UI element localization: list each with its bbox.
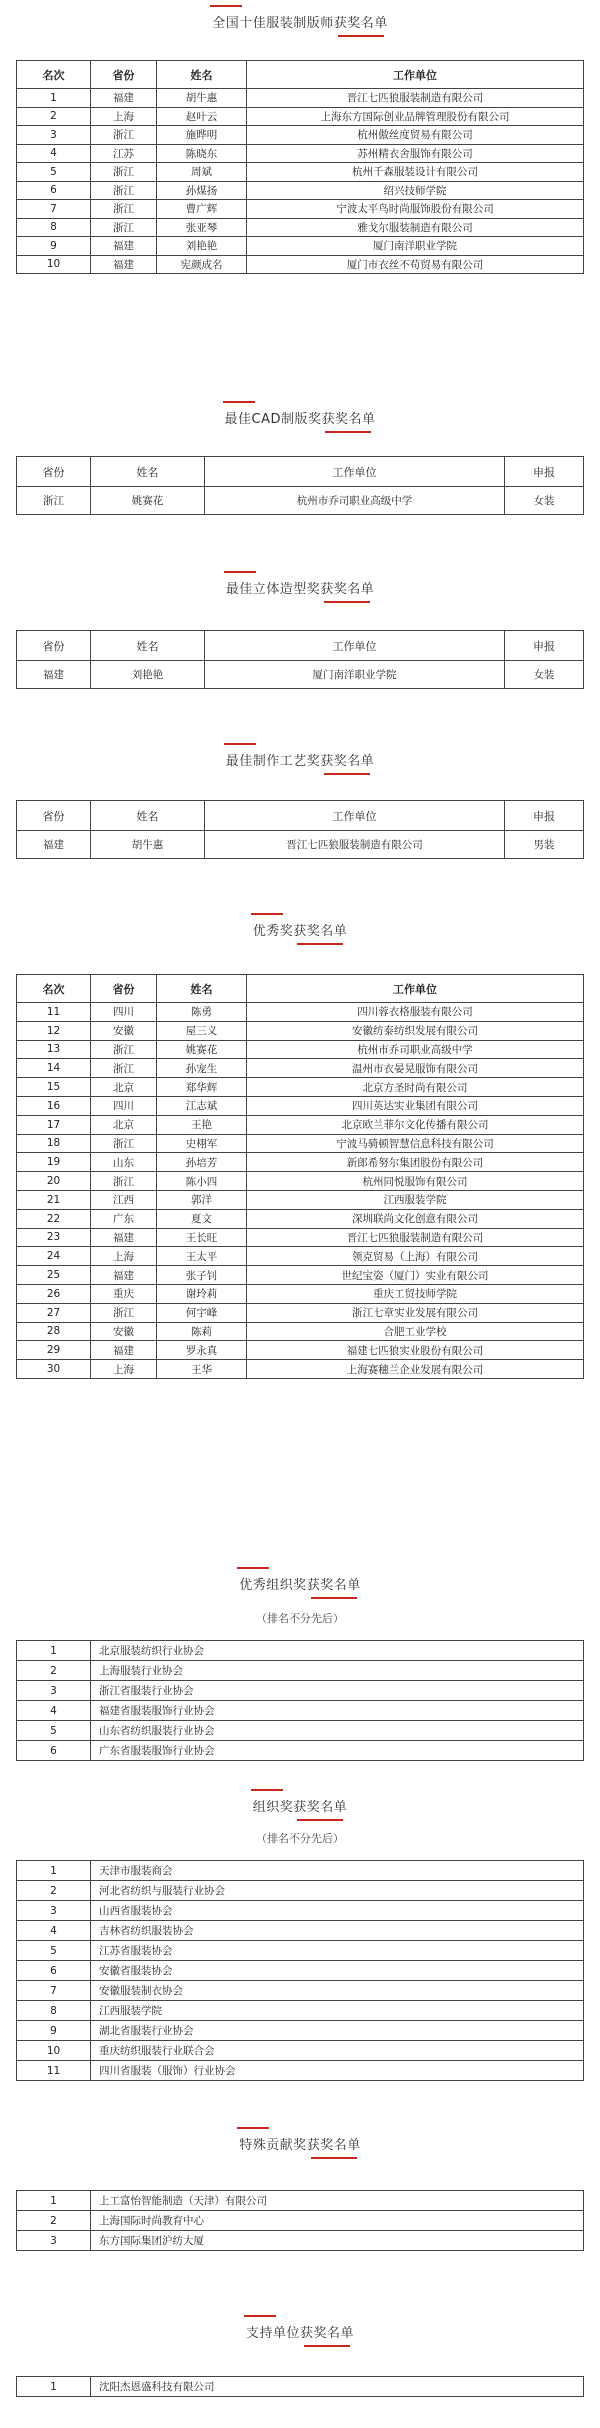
rank-cell: 19 (17, 1153, 91, 1172)
workplace-cell: 厦门南洋职业学院 (247, 237, 584, 256)
organization-cell: 沈阳杰恩盛科技有限公司 (91, 2377, 584, 2397)
rank-cell: 21 (17, 1190, 91, 1209)
rank-cell: 3 (17, 126, 91, 145)
name-cell: 郭洋 (157, 1190, 247, 1209)
table-row (17, 1115, 584, 1134)
table-row (17, 1059, 584, 1078)
province-cell: 安徽 (91, 1322, 157, 1341)
province-cell: 浙江 (91, 1059, 157, 1078)
organization-cell: 天津市服装商会 (91, 1861, 584, 1881)
province-cell: 北京 (91, 1078, 157, 1097)
number-cell: 6 (17, 1741, 91, 1761)
cad-award-table (16, 456, 584, 515)
workplace-cell: 江西服装学院 (247, 1190, 584, 1209)
province-cell: 福建 (91, 89, 157, 108)
table-row (17, 1861, 584, 1881)
organization-cell: 吉林省纺织服装协会 (91, 1921, 584, 1941)
table-row (17, 1341, 584, 1360)
number-cell: 5 (17, 1721, 91, 1741)
name-cell: 郑华辉 (157, 1078, 247, 1097)
table-row (17, 2231, 584, 2251)
table-row (17, 1701, 584, 1721)
section-title-supporting-unit: 支持单位获奖名单 (0, 2322, 600, 2341)
table-row (17, 218, 584, 237)
craftsmanship-award-table (16, 800, 584, 859)
table-row (17, 1981, 584, 2001)
organization-cell: 江苏省服装协会 (91, 1941, 584, 1961)
name-cell: 陈莉 (157, 1322, 247, 1341)
rank-cell: 9 (17, 237, 91, 256)
rank-cell: 23 (17, 1228, 91, 1247)
name-cell: 史栩军 (157, 1134, 247, 1153)
rank-cell: 6 (17, 181, 91, 200)
top-ten-table (16, 60, 584, 274)
table-row (17, 1661, 584, 1681)
number-cell: 3 (17, 2231, 91, 2251)
header-workplace: 工作单位 (247, 61, 584, 89)
organization-cell: 山西省服装协会 (91, 1901, 584, 1921)
table-header-row (17, 801, 584, 831)
table-row (17, 255, 584, 274)
province-cell: 浙江 (91, 1134, 157, 1153)
table-row (17, 1681, 584, 1701)
section-title-cad: 最佳CAD制版奖获奖名单 (0, 408, 600, 427)
table-row (17, 1901, 584, 1921)
name-cell: 赵叶云 (157, 107, 247, 126)
name-cell: 陈勇 (157, 1003, 247, 1022)
province-cell: 安徽 (91, 1021, 157, 1040)
table-row (17, 1021, 584, 1040)
workplace-cell: 安徽纺泰纺织发展有限公司 (247, 1021, 584, 1040)
header-rank: 名次 (17, 61, 91, 89)
province-cell: 浙江 (91, 1040, 157, 1059)
special-contribution-table (16, 2190, 584, 2251)
rank-cell: 11 (17, 1003, 91, 1022)
organization-cell: 上海服装行业协会 (91, 1661, 584, 1681)
province-cell: 山东 (91, 1153, 157, 1172)
province-cell: 广东 (91, 1209, 157, 1228)
workplace-cell: 深圳联尚文化创意有限公司 (247, 1209, 584, 1228)
province-cell: 福建 (91, 1266, 157, 1285)
workplace-cell: 厦门市衣丝不苟贸易有限公司 (247, 255, 584, 274)
rank-cell: 4 (17, 144, 91, 163)
name-cell: 刘艳艳 (157, 237, 247, 256)
workplace-cell: 北京方圣时尚有限公司 (247, 1078, 584, 1097)
workplace-cell: 重庆工贸技师学院 (247, 1284, 584, 1303)
table-row (17, 1284, 584, 1303)
table-row (17, 200, 584, 219)
number-cell: 4 (17, 1701, 91, 1721)
province-cell: 上海 (91, 1247, 157, 1266)
organization-cell: 河北省纺织与服装行业协会 (91, 1881, 584, 1901)
table-row (17, 1153, 584, 1172)
name-cell: 王华 (157, 1360, 247, 1379)
rank-cell: 13 (17, 1040, 91, 1059)
number-cell: 3 (17, 1901, 91, 1921)
number-cell: 8 (17, 2001, 91, 2021)
organization-cell: 福建省服装服饰行业协会 (91, 1701, 584, 1721)
number-cell: 1 (17, 1641, 91, 1661)
province-cell: 浙江 (17, 487, 91, 515)
province-cell: 福建 (91, 255, 157, 274)
category-cell: 女装 (505, 487, 584, 515)
table-row (17, 1134, 584, 1153)
table-row (17, 107, 584, 126)
number-cell: 4 (17, 1921, 91, 1941)
table-row (17, 1641, 584, 1661)
table-row (17, 237, 584, 256)
table-row (17, 1209, 584, 1228)
supporting-unit-table (16, 2376, 584, 2397)
name-cell: 周斌 (157, 163, 247, 182)
header-name: 姓名 (91, 631, 205, 661)
name-cell: 王太平 (157, 1247, 247, 1266)
organization-cell: 安徽省服装协会 (91, 1961, 584, 1981)
rank-cell: 16 (17, 1096, 91, 1115)
table-row (17, 2061, 584, 2081)
workplace-cell: 晋江七匹狼服装制造有限公司 (247, 89, 584, 108)
section-title-craftsmanship: 最佳制作工艺奖获奖名单 (0, 750, 600, 769)
table-row (17, 1190, 584, 1209)
workplace-cell: 厦门南洋职业学院 (205, 661, 505, 689)
number-cell: 1 (17, 2191, 91, 2211)
organization-cell: 上工富怡智能制造（天津）有限公司 (91, 2191, 584, 2211)
table-row (17, 1941, 584, 1961)
organization-table (16, 1860, 584, 2081)
table-row (17, 1172, 584, 1191)
number-cell: 1 (17, 2377, 91, 2397)
name-cell: 张亚琴 (157, 218, 247, 237)
rank-cell: 27 (17, 1303, 91, 1322)
province-cell: 江苏 (91, 144, 157, 163)
table-row (17, 661, 584, 689)
number-cell: 11 (17, 2061, 91, 2081)
header-province: 省份 (17, 801, 91, 831)
header-province: 省份 (91, 61, 157, 89)
organization-cell: 山东省纺织服装行业协会 (91, 1721, 584, 1741)
excellence-award-table (16, 974, 584, 1379)
workplace-cell: 绍兴技师学院 (247, 181, 584, 200)
table-row (17, 144, 584, 163)
organization-cell: 上海国际时尚教育中心 (91, 2211, 584, 2231)
ranking-note: （排名不分先后） (256, 1612, 344, 1625)
name-cell: 罗永真 (157, 1341, 247, 1360)
name-cell: 刘艳艳 (91, 661, 205, 689)
workplace-cell: 宁波马骑顿智慧信息科技有限公司 (247, 1134, 584, 1153)
number-cell: 5 (17, 1941, 91, 1961)
name-cell: 施晔明 (157, 126, 247, 145)
header-workplace: 工作单位 (247, 975, 584, 1003)
organization-cell: 广东省服装服饰行业协会 (91, 1741, 584, 1761)
workplace-cell: 雅戈尔服装制造有限公司 (247, 218, 584, 237)
workplace-cell: 四川英达实业集团有限公司 (247, 1096, 584, 1115)
organization-cell: 江西服装学院 (91, 2001, 584, 2021)
table-row (17, 1003, 584, 1022)
rank-cell: 1 (17, 89, 91, 108)
header-workplace: 工作单位 (205, 457, 505, 487)
category-cell: 女装 (505, 661, 584, 689)
name-cell: 王艳 (157, 1115, 247, 1134)
province-cell: 浙江 (91, 1303, 157, 1322)
table-row (17, 163, 584, 182)
workplace-cell: 福建七匹狼实业股份有限公司 (247, 1341, 584, 1360)
header-workplace: 工作单位 (205, 801, 505, 831)
header-name: 姓名 (157, 61, 247, 89)
table-row (17, 1961, 584, 1981)
name-cell: 屋三义 (157, 1021, 247, 1040)
rank-cell: 25 (17, 1266, 91, 1285)
table-row (17, 1322, 584, 1341)
name-cell: 王长旺 (157, 1228, 247, 1247)
organization-cell: 重庆纺织服装行业联合会 (91, 2041, 584, 2061)
rank-cell: 24 (17, 1247, 91, 1266)
name-cell: 孙宠生 (157, 1059, 247, 1078)
province-cell: 四川 (91, 1003, 157, 1022)
workplace-cell: 上海赛穗兰企业发展有限公司 (247, 1360, 584, 1379)
table-header-row (17, 457, 584, 487)
table-row (17, 2021, 584, 2041)
workplace-cell: 杭州傲丝度贸易有限公司 (247, 126, 584, 145)
province-cell: 浙江 (91, 200, 157, 219)
name-cell: 胡牛惠 (91, 831, 205, 859)
table-header-row (17, 631, 584, 661)
workplace-cell: 晋江七匹狼服装制造有限公司 (205, 831, 505, 859)
header-province: 省份 (17, 631, 91, 661)
header-workplace: 工作单位 (205, 631, 505, 661)
name-cell: 江志斌 (157, 1096, 247, 1115)
rank-cell: 2 (17, 107, 91, 126)
table-row (17, 1721, 584, 1741)
number-cell: 10 (17, 2041, 91, 2061)
province-cell: 浙江 (91, 126, 157, 145)
table-row (17, 1921, 584, 1941)
3d-modeling-award-table (16, 630, 584, 689)
organization-cell: 浙江省服装行业协会 (91, 1681, 584, 1701)
rank-cell: 5 (17, 163, 91, 182)
workplace-cell: 宁波太平鸟时尚服饰股份有限公司 (247, 200, 584, 219)
table-row (17, 2001, 584, 2021)
workplace-cell: 温州市衣晏晃服饰有限公司 (247, 1059, 584, 1078)
table-row (17, 2191, 584, 2211)
table-row (17, 1247, 584, 1266)
province-cell: 重庆 (91, 1284, 157, 1303)
rank-cell: 14 (17, 1059, 91, 1078)
name-cell: 何宇峰 (157, 1303, 247, 1322)
number-cell: 9 (17, 2021, 91, 2041)
name-cell: 孙培芳 (157, 1153, 247, 1172)
workplace-cell: 杭州同悦服饰有限公司 (247, 1172, 584, 1191)
table-row (17, 1360, 584, 1379)
organization-cell: 北京服装纺织行业协会 (91, 1641, 584, 1661)
organization-cell: 安徽服装制衣协会 (91, 1981, 584, 2001)
workplace-cell: 杭州市乔司职业高级中学 (247, 1040, 584, 1059)
section-title-excellence: 优秀奖获奖名单 (0, 920, 600, 939)
rank-cell: 12 (17, 1021, 91, 1040)
rank-cell: 30 (17, 1360, 91, 1379)
workplace-cell: 浙江七章实业发展有限公司 (247, 1303, 584, 1322)
rank-cell: 17 (17, 1115, 91, 1134)
workplace-cell: 北京欧兰菲尔文化传播有限公司 (247, 1115, 584, 1134)
province-cell: 福建 (91, 1228, 157, 1247)
header-name: 姓名 (91, 457, 205, 487)
number-cell: 3 (17, 1681, 91, 1701)
table-row (17, 1078, 584, 1097)
number-cell: 7 (17, 1981, 91, 2001)
table-row (17, 1266, 584, 1285)
name-cell: 宪颜成名 (157, 255, 247, 274)
name-cell: 陈小四 (157, 1172, 247, 1191)
category-cell: 男装 (505, 831, 584, 859)
workplace-cell: 苏州精衣舍服饰有限公司 (247, 144, 584, 163)
header-category: 申报 (505, 801, 584, 831)
province-cell: 浙江 (91, 181, 157, 200)
header-province: 省份 (17, 457, 91, 487)
workplace-cell: 世纪宝姿（厦门）实业有限公司 (247, 1266, 584, 1285)
table-row (17, 1096, 584, 1115)
header-province: 省份 (91, 975, 157, 1003)
name-cell: 曹广辉 (157, 200, 247, 219)
number-cell: 2 (17, 2211, 91, 2231)
header-name: 姓名 (91, 801, 205, 831)
rank-cell: 15 (17, 1078, 91, 1097)
table-row (17, 89, 584, 108)
header-rank: 名次 (17, 975, 91, 1003)
workplace-cell: 杭州市乔司职业高级中学 (205, 487, 505, 515)
table-row (17, 2041, 584, 2061)
rank-cell: 20 (17, 1172, 91, 1191)
table-row (17, 1040, 584, 1059)
province-cell: 浙江 (91, 163, 157, 182)
province-cell: 四川 (91, 1096, 157, 1115)
rank-cell: 10 (17, 255, 91, 274)
name-cell: 陈晓东 (157, 144, 247, 163)
table-row (17, 126, 584, 145)
organization-cell: 四川省服装（服饰）行业协会 (91, 2061, 584, 2081)
header-category: 申报 (505, 631, 584, 661)
rank-cell: 29 (17, 1341, 91, 1360)
workplace-cell: 晋江七匹狼服装制造有限公司 (247, 1228, 584, 1247)
section-title-top-ten: 全国十佳服装制版师获奖名单 (0, 12, 600, 31)
number-cell: 2 (17, 1661, 91, 1681)
number-cell: 6 (17, 1961, 91, 1981)
name-cell: 夏文 (157, 1209, 247, 1228)
table-header-row (17, 61, 584, 89)
number-cell: 1 (17, 1861, 91, 1881)
excellent-organization-table (16, 1640, 584, 1761)
rank-cell: 7 (17, 200, 91, 219)
table-row (17, 2377, 584, 2397)
province-cell: 北京 (91, 1115, 157, 1134)
name-cell: 姚赛花 (91, 487, 205, 515)
province-cell: 福建 (91, 237, 157, 256)
name-cell: 胡牛惠 (157, 89, 247, 108)
organization-cell: 东方国际集团沪纺大厦 (91, 2231, 584, 2251)
rank-cell: 22 (17, 1209, 91, 1228)
table-row (17, 2211, 584, 2231)
name-cell: 姚赛花 (157, 1040, 247, 1059)
province-cell: 浙江 (91, 1172, 157, 1191)
number-cell: 2 (17, 1881, 91, 1901)
table-row (17, 1228, 584, 1247)
workplace-cell: 四川蓉衣格服装有限公司 (247, 1003, 584, 1022)
province-cell: 上海 (91, 107, 157, 126)
province-cell: 福建 (17, 831, 91, 859)
workplace-cell: 领克贸易（上海）有限公司 (247, 1247, 584, 1266)
header-category: 申报 (505, 457, 584, 487)
table-row (17, 181, 584, 200)
rank-cell: 18 (17, 1134, 91, 1153)
table-row (17, 1881, 584, 1901)
name-cell: 张子钊 (157, 1266, 247, 1285)
table-row (17, 1741, 584, 1761)
table-row (17, 831, 584, 859)
workplace-cell: 新郎希努尔集团股份有限公司 (247, 1153, 584, 1172)
organization-cell: 湖北省服装行业协会 (91, 2021, 584, 2041)
name-cell: 孙煤扬 (157, 181, 247, 200)
rank-cell: 26 (17, 1284, 91, 1303)
workplace-cell: 杭州千森服装设计有限公司 (247, 163, 584, 182)
rank-cell: 8 (17, 218, 91, 237)
section-title-special-contribution: 特殊贡献奖获奖名单 (0, 2134, 600, 2153)
province-cell: 江西 (91, 1190, 157, 1209)
section-title-organization: 组织奖获奖名单 (0, 1796, 600, 1815)
table-header-row (17, 975, 584, 1003)
section-title-excellent-organization: 优秀组织奖获奖名单 (0, 1574, 600, 1593)
province-cell: 上海 (91, 1360, 157, 1379)
workplace-cell: 上海东方国际创业品牌管理股份有限公司 (247, 107, 584, 126)
header-name: 姓名 (157, 975, 247, 1003)
ranking-note: （排名不分先后） (256, 1832, 344, 1845)
province-cell: 福建 (17, 661, 91, 689)
table-row (17, 487, 584, 515)
name-cell: 谢玲莉 (157, 1284, 247, 1303)
rank-cell: 28 (17, 1322, 91, 1341)
workplace-cell: 合肥工业学校 (247, 1322, 584, 1341)
province-cell: 福建 (91, 1341, 157, 1360)
province-cell: 浙江 (91, 218, 157, 237)
table-row (17, 1303, 584, 1322)
section-title-3d-modeling: 最佳立体造型奖获奖名单 (0, 578, 600, 597)
